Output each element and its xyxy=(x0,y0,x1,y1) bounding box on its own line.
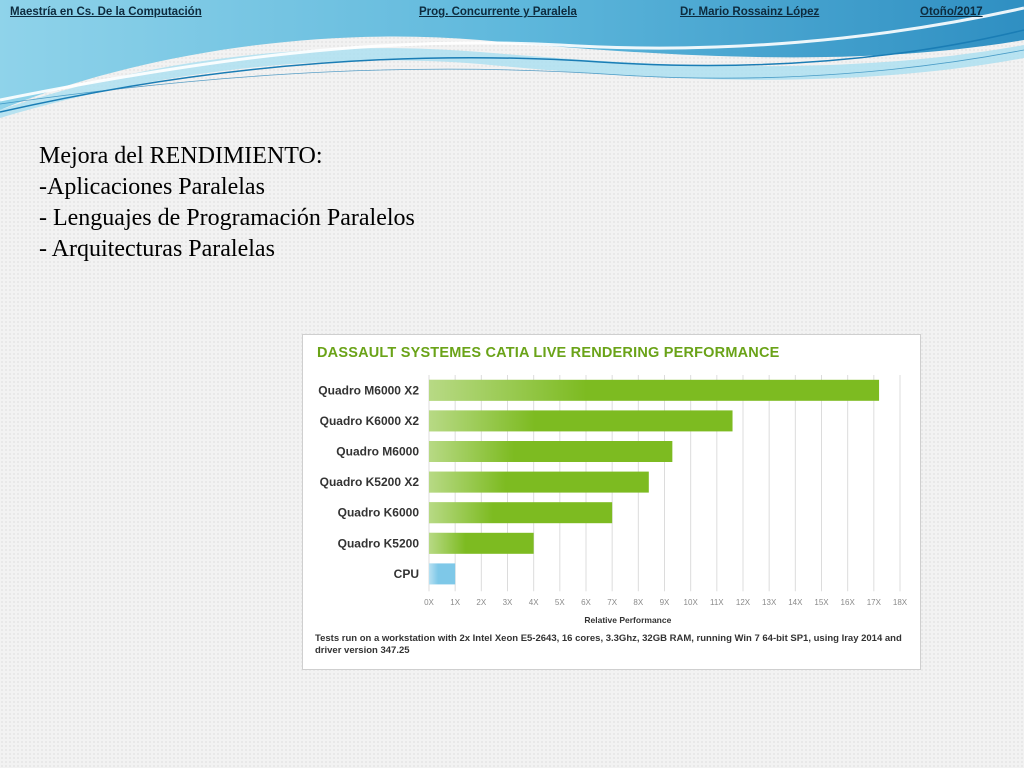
category-label: Quadro K5200 xyxy=(337,536,419,551)
x-tick-label: 10X xyxy=(683,598,698,608)
x-tick-label: 7X xyxy=(607,598,618,608)
bar-highlight xyxy=(429,533,534,554)
bullet-item: - Arquitecturas Paralelas xyxy=(39,236,275,262)
slide-heading: Mejora del RENDIMIENTO: xyxy=(39,143,323,169)
x-tick-label: 6X xyxy=(581,598,591,608)
x-tick-label: 16X xyxy=(840,598,855,608)
x-tick-label: 8X xyxy=(633,598,644,608)
header-course: Maestría en Cs. De la Computación xyxy=(10,6,202,18)
x-tick-label: 4X xyxy=(528,598,539,608)
header-subject: Prog. Concurrente y Paralela xyxy=(419,6,577,18)
header-term: Otoño/2017 xyxy=(920,6,983,18)
x-tick-label: 17X xyxy=(866,598,881,608)
category-label: Quadro M6000 xyxy=(336,444,419,459)
bar-highlight xyxy=(429,441,672,462)
bullet-item: - Lenguajes de Programación Paralelos xyxy=(39,205,415,231)
bar-highlight xyxy=(429,380,879,401)
x-tick-label: 1X xyxy=(450,598,461,608)
bar-chart xyxy=(303,335,920,669)
category-label: Quadro M6000 X2 xyxy=(318,383,419,398)
x-tick-label: 0X xyxy=(424,598,434,608)
bullet-item: -Aplicaciones Paralelas xyxy=(39,174,265,200)
x-tick-label: 5X xyxy=(554,598,565,608)
x-tick-label: 11X xyxy=(710,598,724,608)
chart-footnote: Tests run on a workstation with 2x Intel Xeon E5-2643, 16 cores, 3.3Ghz, 32GB RAM, running Win 7 64-bit SP1, using Iray 2014 and driver version 347.25 xyxy=(315,633,902,656)
category-label: Quadro K6000 X2 xyxy=(319,413,419,428)
x-tick-label: 3X xyxy=(502,598,513,608)
x-tick-label: 2X xyxy=(476,598,487,608)
x-tick-label: 13X xyxy=(762,598,777,608)
x-axis-title: Relative Performance xyxy=(584,615,672,626)
chart-panel xyxy=(302,334,921,670)
x-tick-label: 15X xyxy=(814,598,829,608)
bar-highlight xyxy=(429,563,455,584)
x-tick-label: 14X xyxy=(788,598,803,608)
header-wave-decoration xyxy=(0,0,1024,120)
category-label: CPU xyxy=(393,566,419,581)
header-professor: Dr. Mario Rossainz López xyxy=(680,6,820,18)
x-tick-label: 9X xyxy=(659,598,670,608)
slide-body xyxy=(39,141,415,265)
category-label: Quadro K5200 X2 xyxy=(319,475,419,490)
x-tick-label: 12X xyxy=(735,598,751,608)
chart-title: DASSAULT SYSTEMES CATIA LIVE RENDERING PERFORMANCE xyxy=(317,345,780,361)
bar-highlight xyxy=(429,472,649,493)
bar-highlight xyxy=(429,502,612,523)
x-tick-label: 18X xyxy=(892,598,908,608)
category-label: Quadro K6000 xyxy=(337,505,419,520)
bar-highlight xyxy=(429,410,733,431)
